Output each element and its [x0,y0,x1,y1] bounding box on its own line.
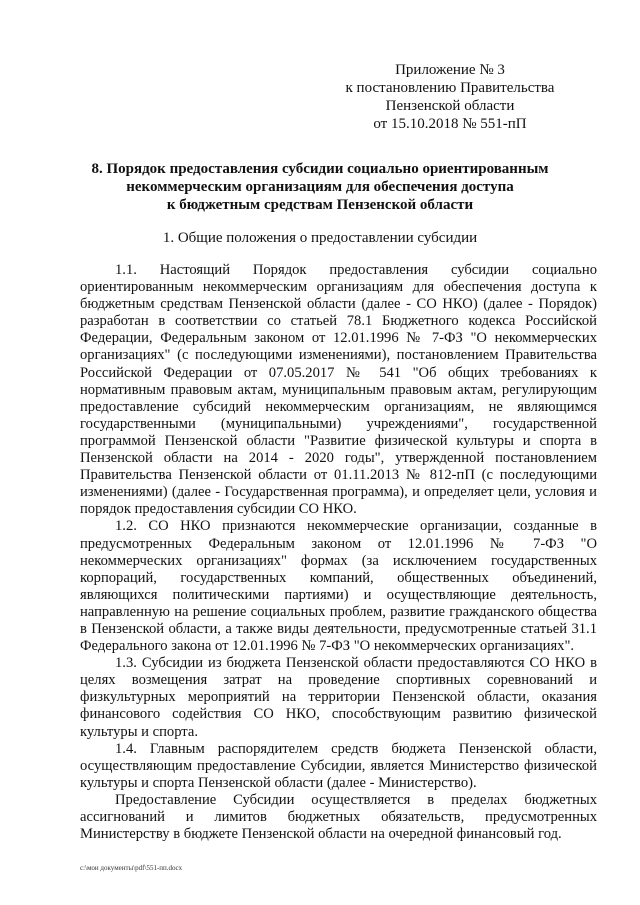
paragraph-1-3: 1.3. Субсидии из бюджета Пензенской области предоставляются СО НКО в целях возмещения затрат на проведение спортивных соревнований и физкультурных мероприятий на территории Пензенской области, оказания финансового содействия СО НКО, способствующим развитию физической культуры и спорта. [80,655,597,740]
document-body [80,262,597,843]
paragraph-1-4: 1.4. Главным распорядителем средств бюджета Пензенской области, осуществляющим предоставление Субсидии, является Министерство физической культуры и спорта Пензенской области (далее - Министерство). [80,740,597,791]
paragraph-1-1: 1.1. Настоящий Порядок предоставления субсидии социально ориентированным некоммерческим организациям для обеспечения доступа к бюджетным средствам Пензенской области (далее - СО НКО) (далее - Порядок) разработан в соответствии со статьей 78.1 Бюджетного кодекса Российской Федерации, Федеральным законом от 12.01.1996 № 7-ФЗ "О некоммерческих организациях" (с последующими изменениями), постановлением Правительства Российской Федерации от 07.05.2017 № 541 "Об общих требованиях к нормативным правовым актам, муниципальным правовым актам, регулирующим предоставление субсидий некоммерческим организациям, не являющимся государственными (муниципальными) учреждениями", государственной программой Пензенской области "Развитие физической культуры и спорта в Пензенской области на 2014 - 2020 годы", утвержденной постановлением Правительства Пензенской области от 01.11.2013 № 812-пП (с последующими изменениями) (далее - Государственная программа), и определяет цели, условия и порядок предоставления субсидии СО НКО. [80,262,597,518]
file-path-footer: c:\мои документы\pdf\551-пп.docx [80,864,183,872]
paragraph-1-2: 1.2. СО НКО признаются некоммерческие организации, созданные в предусмотренных Федеральным законом от 12.01.1996 № 7-ФЗ "О некоммерческих организациях" формах (за исключением государственных корпораций, государственных компаний, общественных объединений, являющихся политическими партиями) и осуществляющие деятельность, направленную на решение социальных проблем, развитие гражданского общества в Пензенской области, а также виды деятельности, предусмотренные статьей 31.1 Федерального закона от 12.01.1996 № 7-ФЗ "О некоммерческих организациях". [80,518,597,655]
title-line-1: 8. Порядок предоставления субсидии социально ориентированным [91,161,549,177]
title-line-3: к бюджетным средствам Пензенской области [166,197,474,213]
appendix-number: Приложение № 3 [395,62,505,78]
document-title [70,160,570,214]
appendix-date: от 15.10.2018 № 551-пП [373,116,527,132]
appendix-region: Пензенской области [385,98,515,114]
title-line-2: некоммерческим организациям для обеспечения доступа [126,179,514,195]
paragraph-funding: Предоставление Субсидии осуществляется в пределах бюджетных ассигнований и лимитов бюджетных обязательств, предусмотренных Министерству в бюджете Пензенской области на очередной финансовый год. [80,791,597,843]
appendix-block [330,61,570,133]
section-title: 1. Общие положения о предоставлении субсидии [162,230,478,246]
appendix-resolution: к постановлению Правительства [345,80,555,96]
